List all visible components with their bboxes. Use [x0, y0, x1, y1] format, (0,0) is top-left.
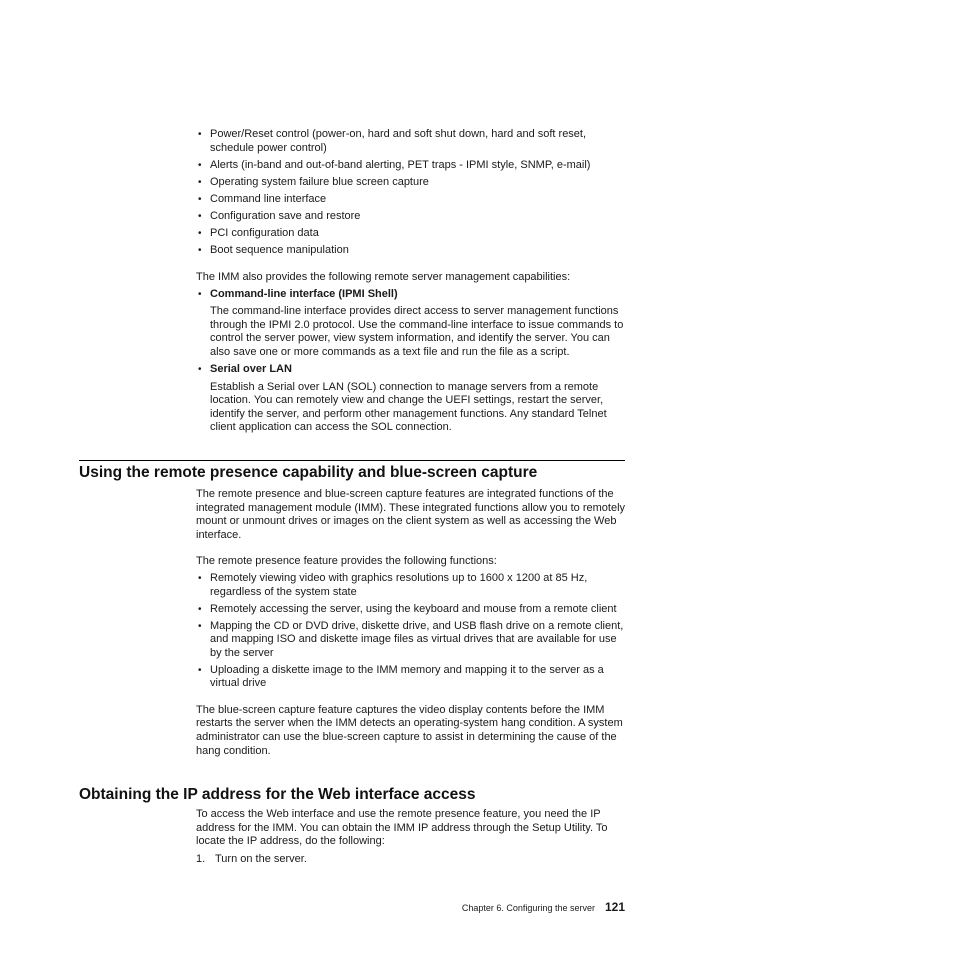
list-item — [196, 210, 628, 224]
list-item-text: Remotely viewing video with graphics resolutions up to 1600 x 1200 at 85 Hz, regardless of the system state — [210, 571, 588, 598]
list-item-text: Command line interface — [210, 192, 327, 205]
list-item — [196, 288, 628, 360]
list-item-text: Power/Reset control (power-on, hard and soft shut down, hard and soft reset, schedule power control) — [210, 128, 587, 154]
functions-intro: The remote presence feature provides the following functions: — [196, 555, 497, 568]
step-text: Turn on the server. — [215, 852, 307, 865]
list-item-text: Remotely accessing the server, using the keyboard and mouse from a remote client — [210, 602, 617, 615]
list-item-text: Alerts (in-band and out-of-band alerting, PET traps - IPMI style, SNMP, e-mail) — [210, 158, 591, 171]
desc-cli: The command-line interface provides direct access to server management functions through the IPMI 2.0 protocol. Use the command-line interface to issue commands to control the server power, view system information, and identify the server. You can also save one or more commands as a text file and run the file as a script. — [210, 305, 624, 358]
list-item — [196, 620, 628, 661]
features-list — [196, 128, 628, 257]
list-item-text: Operating system failure blue screen capture — [210, 175, 429, 188]
steps-list — [196, 853, 628, 867]
list-item-text: Configuration save and restore — [210, 209, 361, 222]
term-sol: • Serial over LAN — [210, 362, 292, 375]
list-item — [196, 227, 628, 241]
section-heading-remote-presence: Using the remote presence capability and blue-screen capture — [79, 460, 625, 482]
list-item-text: PCI configuration data — [210, 226, 319, 239]
ip-address-block — [196, 808, 628, 866]
list-item — [196, 572, 628, 599]
page-number: 121 — [604, 900, 625, 914]
list-item — [196, 128, 628, 155]
features-continued-block — [196, 128, 628, 260]
step-item — [196, 853, 628, 867]
ip-intro: To access the Web interface and use the remote presence feature, you need the IP address for the IMM. You can obtain the IMM IP address through the Setup Utility. To locate the IP address, do the following: — [196, 808, 608, 848]
desc-sol: Establish a Serial over LAN (SOL) connection to manage servers from a remote location. You can remotely view and change the UEFI settings, restart the server, identify the server, and perform other management functions. Any standard Telnet client application can access the SOL connection. — [210, 380, 607, 434]
remote-mgmt-intro: The IMM also provides the following remote server management capabilities: — [196, 271, 571, 283]
list-item — [196, 363, 628, 435]
chapter-title: Chapter 6. Configuring the server — [461, 903, 595, 913]
term-cli: • Command-line interface (IPMI Shell) — [210, 287, 398, 300]
section-heading-ip-address: Obtaining the IP address for the Web interface access — [79, 786, 476, 803]
list-item-text: Boot sequence manipulation — [210, 243, 349, 256]
list-item — [196, 193, 628, 207]
page-footer — [0, 900, 625, 915]
list-item — [196, 159, 628, 173]
list-item — [196, 603, 628, 617]
remote-mgmt-block — [196, 271, 628, 438]
remote-presence-intro: The remote presence and blue-screen capture features are integrated functions of the integrated management module (IMM). These integrated functions allow you to remotely mount or unmount drives or images on the client system as well as accessing the Web interface. — [196, 488, 626, 541]
bluescreen-paragraph: The blue-screen capture feature captures the video display contents before the IMM restarts the server when the IMM detects an operating-system hang condition. A system administrator can use the blue-screen capture to assist in determining the cause of the hang condition. — [196, 703, 623, 757]
list-item — [196, 176, 628, 190]
functions-list — [196, 572, 628, 691]
list-item — [196, 244, 628, 258]
remote-presence-block — [196, 488, 628, 758]
remote-mgmt-list — [196, 288, 628, 435]
list-item-text: Mapping the CD or DVD drive, diskette drive, and USB flash drive on a remote client, and mapping ISO and diskette image files as virtual drives that are available for use by the server — [210, 619, 624, 659]
step-number: 1. — [196, 852, 206, 865]
list-item — [196, 664, 628, 691]
list-item-text: Uploading a diskette image to the IMM memory and mapping it to the server as a virtual drive — [210, 663, 604, 690]
